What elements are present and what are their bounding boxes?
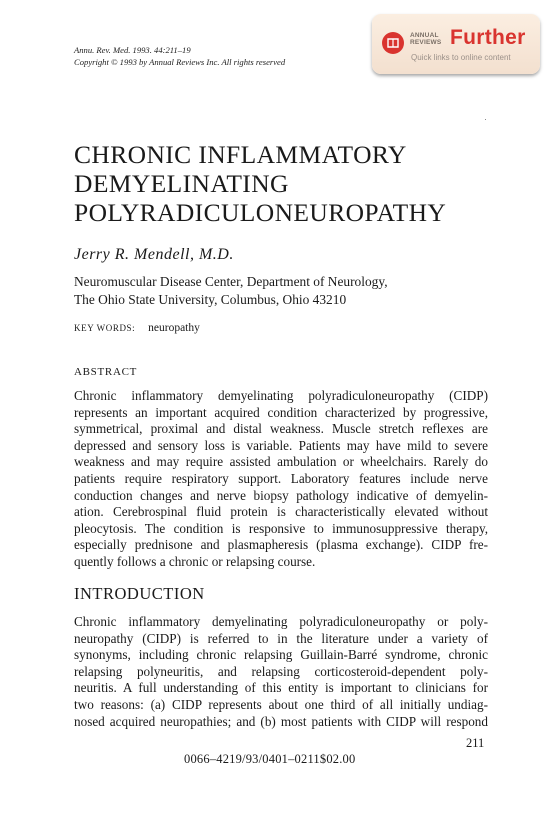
keywords-value: neuropathy [148, 322, 200, 334]
abstract-line: ation. Cerebrospinal fluid protein is characteristically elevated without [74, 504, 488, 520]
abstract-line: patients require respiratory support. Laboratory features include nerve [74, 470, 488, 486]
author-affiliation [74, 273, 388, 309]
citation-header [74, 44, 285, 68]
intro-line: synonyms, including chronic relapsing Guillain-Barré syndrome, chronic [74, 647, 488, 663]
intro-line: neuropathy (CIDP) is referred to in the literature under a variety of [74, 630, 488, 646]
keywords-label: KEY WORDS: [74, 323, 136, 333]
badge-tagline: Quick links to online content [411, 53, 511, 62]
abstract-line: pleocytosis. The condition is responsive to immunosuppressive therapy, [74, 520, 488, 536]
abstract-line: weakness and may require assisted ambulation or wheelchairs. Rarely do [74, 454, 488, 470]
intro-line: relapsing polyneuritis, and relapsing corticosteroid-dependent poly- [74, 663, 488, 679]
citation-line-1: Annu. Rev. Med. 1993. 44:211–19 [74, 45, 191, 55]
introduction-heading: INTRODUCTION [74, 584, 205, 603]
title-line-1: CHRONIC INFLAMMATORY [74, 140, 407, 169]
intro-line: nosed acquired neuropathies; and (b) most patients with CIDP will respond [74, 713, 488, 729]
badge-brand-line-2: REVIEWS [410, 39, 442, 46]
badge-brand-line-1: ANNUAL [410, 32, 439, 39]
abstract-body [74, 388, 488, 571]
badge-brand [410, 32, 441, 46]
title-line-3: POLYRADICULONEUROPATHY [74, 198, 447, 227]
intro-line: Chronic inflammatory demyelinating polyradiculoneuropathy or poly- [74, 614, 488, 629]
annual-reviews-logo-icon [382, 32, 404, 54]
intro-line: two reasons: (a) CIDP represents about one third of all initially undiag- [74, 696, 488, 712]
price-code: 0066–4219/93/0401–0211$02.00 [184, 752, 356, 766]
title-line-2: DEMYELINATING [74, 169, 289, 198]
citation-line-2: Copyright © 1993 by Annual Reviews Inc. All rights reserved [74, 57, 286, 67]
introduction-body [74, 614, 488, 730]
abstract-line: especially prednisone and plasmapheresis (plasma exchange). CIDP fre- [74, 537, 488, 553]
page-number: 211 [466, 736, 485, 750]
affiliation-line-2: The Ohio State University, Columbus, Ohio 43210 [74, 292, 347, 307]
further-links-badge[interactable] [372, 14, 540, 74]
abstract-heading: ABSTRACT [74, 366, 138, 378]
keywords [74, 322, 200, 334]
stray-dot [485, 119, 486, 120]
abstract-line: symmetrical, proximal and distal weakness. Muscle stretch reflexes are [74, 421, 488, 437]
badge-further-label: Further [450, 26, 526, 49]
affiliation-line-1: Neuromuscular Disease Center, Department of Neurology, [74, 274, 388, 289]
author-name: Jerry R. Mendell, M.D. [74, 246, 234, 263]
abstract-line: conduction changes and nerve biopsy pathology indicative of demyelin- [74, 487, 488, 503]
abstract-line: depressed and sensory loss is variable. Patients may have mild to severe [74, 437, 488, 453]
abstract-line: quently follows a chronic or relapsing course. [74, 553, 316, 569]
article-title [74, 140, 446, 227]
abstract-line: Chronic inflammatory demyelinating polyradiculoneuropathy (CIDP) [74, 388, 488, 403]
abstract-line: represents an important acquired condition characterized by progressive, [74, 404, 488, 420]
intro-line: neuritis. A full understanding of this entity is important to clinicians for [74, 680, 488, 696]
